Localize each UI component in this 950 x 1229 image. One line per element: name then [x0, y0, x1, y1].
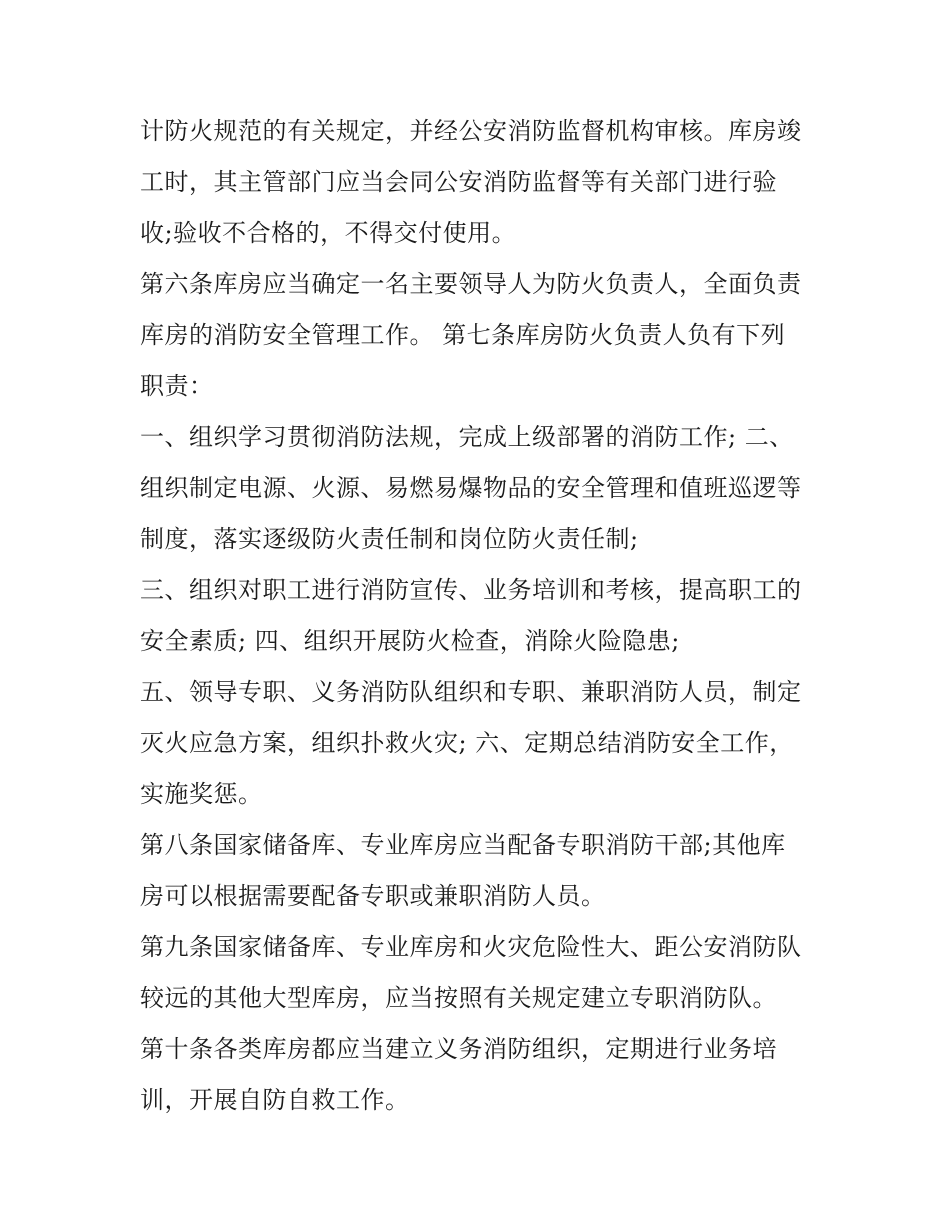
document-body — [140, 106, 815, 1126]
paragraph-duties-1-2 — [140, 412, 815, 565]
paragraph-duties-3-4 — [140, 565, 815, 667]
text-line: 训，开展自防自救工作。 — [140, 1086, 410, 1114]
text-line: 五、领导专职、义务消防队组织和专职、兼职消防人员，制定 — [140, 678, 802, 706]
text-line: 安全素质; 四、组织开展防火检查，消除火险隐患; — [140, 627, 680, 655]
text-line: 制度，落实逐级防火责任制和岗位防火责任制; — [140, 525, 639, 553]
text-line: 灭火应急方案，组织扑救火灾; 六、定期总结消防安全工作， — [140, 729, 794, 757]
text-line: 职责： — [140, 372, 214, 400]
paragraph-article-9 — [140, 922, 815, 1024]
text-line: 收;验收不合格的，不得交付使用。 — [140, 219, 517, 247]
paragraph-duties-5-6 — [140, 667, 815, 820]
text-line: 实施奖惩。 — [140, 780, 263, 808]
text-line: 三、组织对职工进行消防宣传、业务培训和考核，提高职工的 — [140, 576, 802, 604]
text-line: 房可以根据需要配备专职或兼职消防人员。 — [140, 882, 606, 910]
paragraph-article-10 — [140, 1024, 815, 1126]
text-line: 第九条国家储备库、专业库房和火灾危险性大、距公安消防队 — [140, 933, 802, 961]
text-line: 一、组织学习贯彻消防法规，完成上级部署的消防工作; 二、 — [140, 423, 794, 451]
text-line: 工时，其主管部门应当会同公安消防监督等有关部门进行验 — [140, 168, 777, 196]
paragraph-fire-code-review — [140, 106, 815, 259]
paragraph-article-8 — [140, 820, 815, 922]
paragraph-article-6 — [140, 259, 815, 412]
text-line: 第十条各类库房都应当建立义务消防组织，定期进行业务培 — [140, 1035, 777, 1063]
text-line: 第六条库房应当确定一名主要领导人为防火负责人，全面负责 — [140, 270, 802, 298]
text-line: 库房的消防安全管理工作。 第七条库房防火负责人负有下列 — [140, 321, 786, 349]
text-line: 组织制定电源、火源、易燃易爆物品的安全管理和值班巡逻等 — [140, 474, 802, 502]
text-line: 计防火规范的有关规定，并经公安消防监督机构审核。库房竣 — [140, 117, 802, 145]
text-line: 较远的其他大型库房，应当按照有关规定建立专职消防队。 — [140, 984, 777, 1012]
text-line: 第八条国家储备库、专业库房应当配备专职消防干部;其他库 — [140, 831, 786, 859]
